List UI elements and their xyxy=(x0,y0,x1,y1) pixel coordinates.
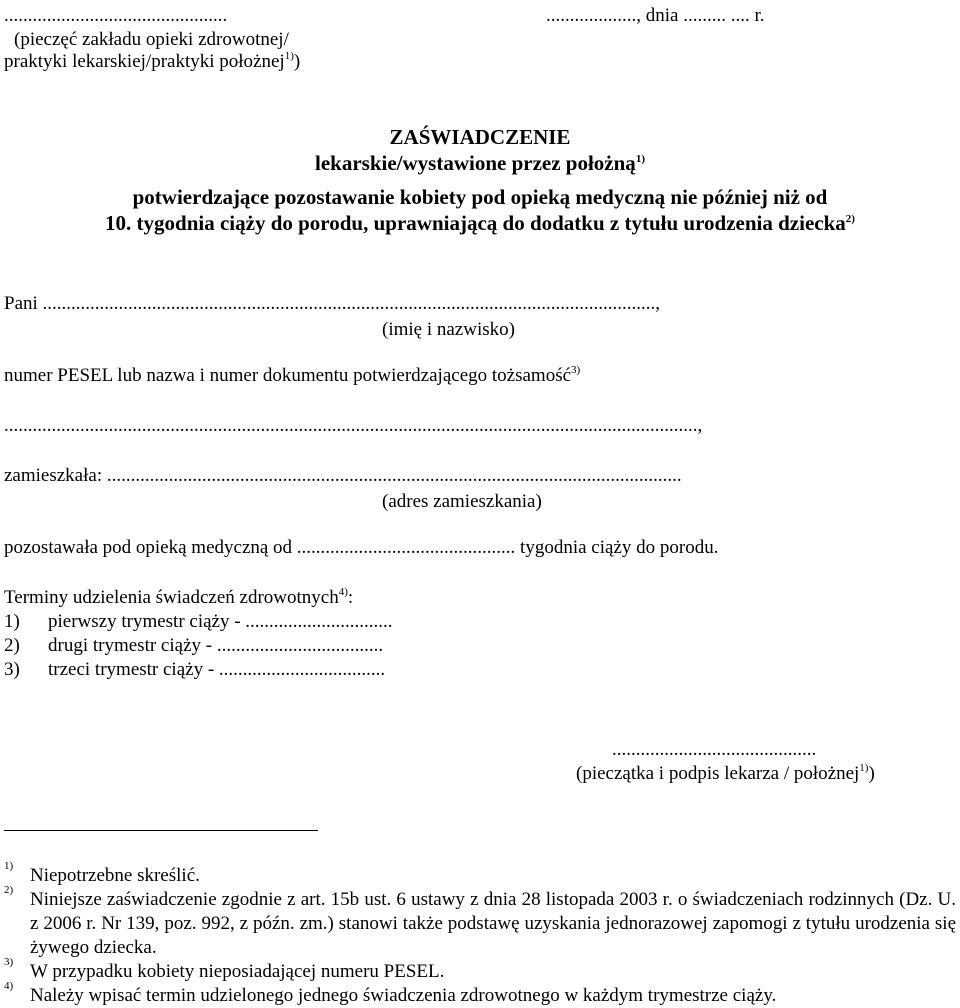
footnote-4 xyxy=(4,980,956,1008)
term-number: 1) xyxy=(4,611,20,632)
address-field[interactable]: zamieszkała: ......................................................................................................................... xyxy=(4,465,682,486)
care-field[interactable]: pozostawała pod opieką medyczną od .............................................. tygodnia ciąży do porodu. xyxy=(4,537,719,558)
pesel-field[interactable]: .................................................................................................................................................., xyxy=(4,415,703,436)
title-line3: potwierdzające pozostawanie kobiety pod opieką medyczną nie później niż od xyxy=(132,185,828,209)
term-item-3[interactable] xyxy=(4,658,386,682)
footnote-number: 3) xyxy=(4,956,14,968)
term-text[interactable]: pierwszy trymestr ciąży - ............................... xyxy=(48,611,393,632)
term-item-2[interactable] xyxy=(4,634,384,658)
title-line2: lekarskie/wystawione przez położną$^{1)}$ xyxy=(315,151,645,175)
address-caption: (adres zamieszkania) xyxy=(382,491,542,512)
name-caption: (imię i nazwisko) xyxy=(382,319,515,340)
footnote-text: Niepotrzebne skreślić. xyxy=(30,865,200,886)
term-number: 3) xyxy=(4,659,20,680)
term-text[interactable]: trzeci trymestr ciąży - ................................... xyxy=(48,659,386,680)
term-number: 2) xyxy=(4,635,20,656)
term-item-1[interactable] xyxy=(4,610,393,634)
footnote-number: 1) xyxy=(4,860,14,872)
terms-label: Terminy udzielenia świadczeń zdrowotnych$^{4)}$: xyxy=(4,586,354,608)
footnote-text: Niniejsze zaświadczenie zgodnie z art. 15b ust. 6 ustawy z dnia 28 listopada 2003 r. o świadczeniach rodzinnych (Dz. U. z 2006 r. Nr 139, poz. 992, z późn. zm.) stanowi także podstawę uzyskania jednorazowej zapomogi z tytułu urodzenia się żywego dziecka. xyxy=(30,889,956,958)
footnote-text: W przypadku kobiety nieposiadającej numeru PESEL. xyxy=(30,961,445,982)
footnote-number: 4) xyxy=(4,980,14,992)
stamp-caption-line2: praktyki lekarskiej/praktyki położnej$^{1)}$) xyxy=(4,50,301,72)
footnote-number: 2) xyxy=(4,884,14,896)
footnote-text: Należy wpisać termin udzielonego jednego świadczenia zdrowotnego w każdym trymestrze ciąży. xyxy=(30,985,777,1006)
stamp-dots[interactable]: ............................................... xyxy=(4,5,228,26)
term-text[interactable]: drugi trymestr ciąży - ................................... xyxy=(48,635,384,656)
signature-field[interactable]: ........................................... xyxy=(612,739,817,760)
footnote-3 xyxy=(4,956,956,984)
stamp-caption-line1: (pieczęć zakładu opieki zdrowotnej/ xyxy=(14,29,289,50)
pesel-label: numer PESEL lub nazwa i numer dokumentu potwierdzającego tożsamość$^{3)}$ xyxy=(4,364,581,386)
date-line[interactable]: ..................., dnia ......... .... r. xyxy=(546,5,765,26)
footnote-separator xyxy=(4,830,318,831)
name-field[interactable]: Pani ................................................................................................................................., xyxy=(4,293,661,314)
signature-caption: (pieczątka i podpis lekarza / położnej$^{1)}$) xyxy=(576,762,875,784)
document-title: ZAŚWIADCZENIE xyxy=(389,125,571,149)
footnote-1 xyxy=(4,860,956,888)
footnote-2 xyxy=(4,884,956,960)
title-line4: 10. tygodnia ciąży do porodu, uprawniającą do dodatku z tytułu urodzenia dziecka$^{2)}$ xyxy=(105,211,855,235)
